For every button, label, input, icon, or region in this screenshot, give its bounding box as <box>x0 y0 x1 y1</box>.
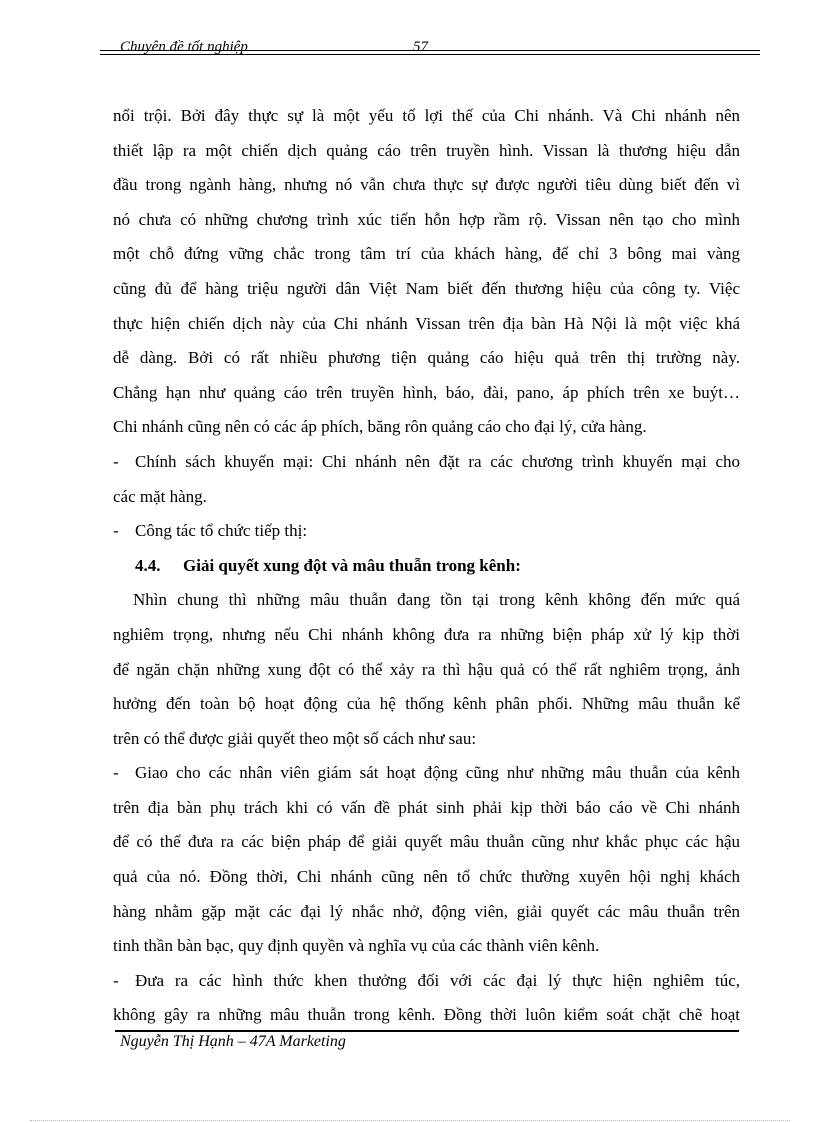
body-line: để ngăn chặn những xung đột có thể xảy ra thì hậu quả có thể rất nghiêm trọng, ảnh <box>113 659 740 679</box>
header-title: Chuyên đề tốt nghiệp <box>120 39 248 55</box>
body-line: hàng nhằm gặp mặt các đại lý nhắc nhở, động viên, giải quyết các mâu thuẫn trên <box>113 901 740 921</box>
body-line: trên địa bàn phụ trách khi có vấn đề phát sinh phải kịp thời báo cáo về Chi nhánh <box>113 797 740 817</box>
body-line: thực hiện chiến dịch này của Chi nhánh Vissan trên địa bàn Hà Nội là một việc khá <box>113 313 740 333</box>
page-number: 57 <box>413 39 428 55</box>
header-rule-double <box>100 54 760 55</box>
dash-marker: - <box>113 521 119 541</box>
body-line: Nhìn chung thì những mâu thuẫn đang tồn tại trong kênh không đến mức quá <box>133 590 740 610</box>
bullet-continuation: các mặt hàng. <box>113 486 207 506</box>
body-line: trên có thể được giải quyết theo một số cách như sau: <box>113 728 477 748</box>
bullet-text: Đưa ra các hình thức khen thưởng đối với các đại lý thực hiện nghiêm túc, <box>135 970 740 990</box>
body-line: cũng đủ để hàng triệu người dân Việt Nam biết đến thương hiệu của công ty. Việc <box>113 278 740 298</box>
bullet-text: Công tác tổ chức tiếp thị: <box>135 521 308 541</box>
footer-author: Nguyễn Thị Hạnh – 47A Marketing <box>120 1033 346 1050</box>
bullet-giao-nhan-vien <box>113 756 740 791</box>
section-number: 4.4. <box>135 555 161 575</box>
body-line: dễ dàng. Bởi có rất nhiều phương tiện quảng cáo hiệu quả trên thị trường này. <box>113 348 740 368</box>
page-bottom-border <box>30 1120 790 1121</box>
body-line: nghiêm trọng, nhưng nếu Chi nhánh không đưa ra những biện pháp xử lý kịp thời <box>113 624 740 644</box>
bullet-tiep-thi <box>113 514 740 549</box>
body-line: đầu trong ngành hàng, nhưng nó vẫn chưa thực sự được người tiêu dùng biết đến vì <box>113 175 740 195</box>
bullet-text: Chính sách khuyến mại: Chi nhánh nên đặt ra các chương trình khuyến mại cho <box>135 451 740 471</box>
section-heading <box>113 549 740 584</box>
header-rule <box>100 50 760 51</box>
body-line: Chẳng hạn như quảng cáo trên truyền hình, báo, đài, pano, áp phích trên xe buýt… <box>113 382 740 402</box>
bullet-khen-thuong <box>113 964 740 999</box>
dash-marker: - <box>113 970 119 990</box>
body-line: nổi trội. Bởi đây thực sự là một yếu tố lợi thế của Chi nhánh. Và Chi nhánh nên <box>113 106 740 125</box>
body-line: nó chưa có những chương trình xúc tiến hỗn hợp rầm rộ. Vissan nên tạo cho mình <box>113 209 740 229</box>
body-line: hưởng đến toàn bộ hoạt động của hệ thống kênh phân phối. Những mâu thuẫn kể <box>113 694 740 714</box>
body-line: để có thể đưa ra các biện pháp để giải quyết mâu thuẫn cũng như khắc phục các hậu <box>113 832 740 852</box>
bullet-khuyen-mai <box>113 445 740 480</box>
footer-rule <box>115 1030 739 1032</box>
document-body <box>113 99 740 1033</box>
section-title: Giải quyết xung đột và mâu thuẫn trong kênh: <box>183 555 521 575</box>
body-line: quả của nó. Đồng thời, Chi nhánh cũng nên tổ chức thường xuyên hội nghị khách <box>113 867 740 887</box>
dash-marker: - <box>113 451 119 471</box>
bullet-text: Giao cho các nhân viên giám sát hoạt động cũng như những mâu thuẫn của kênh <box>135 763 740 783</box>
body-line: không gây ra những mâu thuẫn trong kênh. Đồng thời luôn kiểm soát chặt chẽ hoạt <box>113 1005 740 1025</box>
body-line: thiết lập ra một chiến dịch quảng cáo trên truyền hình. Vissan là thương hiệu dẫn <box>113 140 740 160</box>
dash-marker: - <box>113 763 119 783</box>
body-line: tinh thần bàn bạc, quy định quyền và nghĩa vụ của các thành viên kênh. <box>113 936 600 956</box>
body-line: Chi nhánh cũng nên có các áp phích, băng rôn quảng cáo cho đại lý, cửa hàng. <box>113 417 647 437</box>
body-line: một chỗ đứng vững chắc trong tâm trí của khách hàng, để chỉ 3 bông mai vàng <box>113 244 740 264</box>
